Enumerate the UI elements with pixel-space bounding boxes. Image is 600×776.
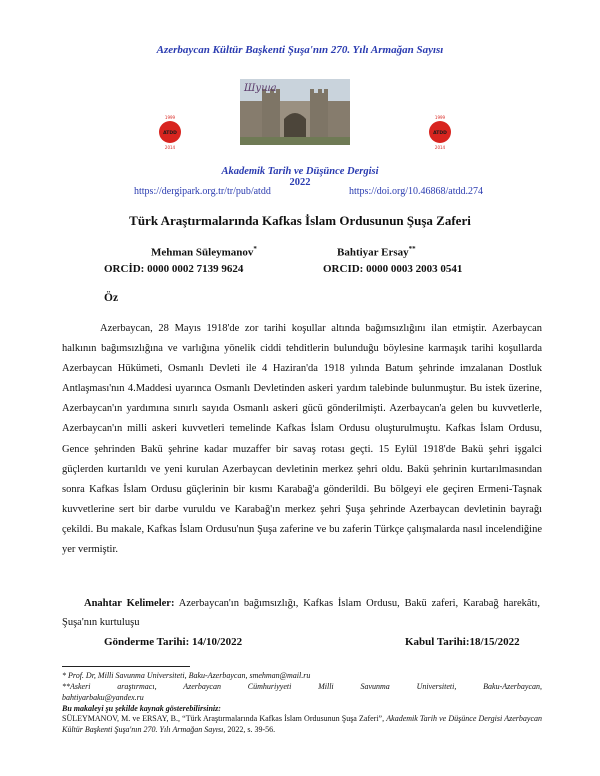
keywords-paragraph — [62, 594, 540, 632]
shusha-fortress-banner — [240, 79, 350, 145]
citation-tail: , 2022, s. 39-56. — [223, 725, 276, 734]
footnote-author-2-text: **Askeri araştırmacı, Azerbaycan Cümhuriyyeti Milli Savunma Universiteti, Baku-Azerbaycan, — [62, 682, 542, 691]
footnote-divider — [62, 666, 190, 667]
author-1-name — [151, 245, 257, 259]
footnote-author-1-text: * Prof. Dr, Milli Savunma Universiteti, Baku-Azerbaycan, smehman@mail.ru — [62, 671, 311, 680]
abstract-text: Azerbaycan, 28 Mayıs 1918'de zor tarihi koşullar altında bağımsızlığını ilan etmiştir. Azerbaycan halkının bağımsızlığına ve varlığına yönelik ciddi tehditlerin bulunduğu böylesine karmaşık tarihi koşullarda Azerbaycan Hükümeti, Osmanlı Devleti ile 4 Haziran'da 1918 yılında Batum şehrinde imzalanan Dostluk Antlaşması'nın 4.Maddesi uyarınca Osmanlı Devletinden askeri yardım talebinde bulunmuştur. Bu istek üzerine, Azerbaycan'ın yardımına sınırlı sayıda Osmanlı askeri gücü gönderilmişti. Azerbaycan'a gelen bu kuvvetlerle, Azerbaycan'ın milli askeri kuvvetleri temelinde Kafkas İslam Ordusu oluşturulmuştu. Kafkas İslam Ordusu, Gence şehrinden Bakü şehrine kadar muzaffer bir savaş rotası geçti. 15 Eylül 1918'de Bakü şehri işgalci güçlerden kurtarıldı ve yeni kurulan Azerbaycan devletinin merkez şehri oldu. Bakü şehrinin kurtarılmasından sonra Kafkas İslam Ordusu güçlerinin bir kısmı Karabağ'a gönderildi. Bu bölgeyi ele geçiren Ermeni-Taşnak kuvvetlerine sert bir darbe vuruldu ve Karabağ'ın merkez şehri Şuşa şehrinde Azerbaycan devletinin bayrağı çekildi. Bu makale, Kafkas İslam Ordusu'nun Şuşa zaferine ve bu zaferin Türkçe çalışmalarda nasıl incelendiğine yer vermiştir. — [62, 323, 542, 556]
footnote-author-2-email-text: bahtiyarbaku@yandex.ru — [62, 693, 144, 702]
doi-link[interactable]: https://doi.org/10.46868/atdd.274 — [349, 186, 483, 197]
abstract-heading: Öz — [104, 292, 119, 304]
keywords-text: Azerbaycan'ın bağımsızlığı, Kafkas İslam Ordusu, Bakü zaferi, Karabağ harekâtı, Şuşa'nın kurtuluşu — [62, 598, 540, 628]
journal-year: 2022 — [289, 177, 311, 188]
citation-heading: Bu makaleyi şu şekilde kaynak gösterebilirsiniz: — [62, 704, 221, 713]
author-2-name — [337, 245, 416, 259]
footnote-author-2-email — [62, 692, 542, 703]
badge-left-bottom-year: 2014 — [164, 145, 176, 150]
submission-date: Gönderme Tarihi: 14/10/2022 — [104, 636, 243, 648]
journal-logo-badge-right — [428, 114, 452, 150]
author-2-name-text: Bahtiyar Ersay — [337, 246, 409, 259]
author-1-name-text: Mehman Süleymanov — [151, 246, 254, 259]
author-1-footnote-mark: * — [253, 245, 257, 253]
author-2-footnote-mark: ** — [408, 245, 416, 253]
badge-left-label: ATDD — [163, 131, 177, 136]
badge-left-top-year: 1999 — [164, 115, 176, 120]
special-issue-title: Azerbaycan Kültür Başkenti Şuşa'nın 270. Yılı Armağan Sayısı — [156, 44, 444, 56]
journal-name: Akademik Tarih ve Düşünce Dergisi — [221, 166, 379, 177]
article-title: Türk Araştırmalarında Kafkas İslam Ordusunun Şuşa Zaferi — [129, 213, 471, 228]
author-2-orcid: ORCID: 0000 0003 2003 0541 — [323, 263, 463, 275]
citation-text — [62, 713, 542, 735]
journal-url-link[interactable]: https://dergipark.org.tr/tr/pub/atdd — [134, 186, 271, 197]
citation-plain: SÜLEYMANOV, M. ve ERSAY, B., “Türk Araştırmalarında Kafkas İslam Ordusunun Şuşa Zaferi”, — [62, 714, 387, 723]
footnote-author-2 — [62, 681, 542, 692]
acceptance-date: Kabul Tarihi:18/15/2022 — [405, 636, 520, 648]
badge-right-bottom-year: 2014 — [434, 145, 446, 150]
footnote-author-1 — [62, 670, 542, 681]
journal-logo-badge-left — [158, 114, 182, 150]
citation-journal: Akademik Tarih ve Düşünce Dergisi Azerbaycan Kültür Başkenti Şuşa'nın 270. Yılı Armağan Sayısı — [62, 714, 542, 734]
keywords-label: Anahtar Kelimeler: — [84, 598, 175, 609]
author-1-orcid: ORCİD: 0000 0002 7139 9624 — [104, 263, 244, 275]
badge-right-top-year: 1999 — [434, 115, 446, 120]
badge-right-label: ATDD — [433, 131, 447, 136]
banner-title: Шуша — [244, 83, 277, 94]
